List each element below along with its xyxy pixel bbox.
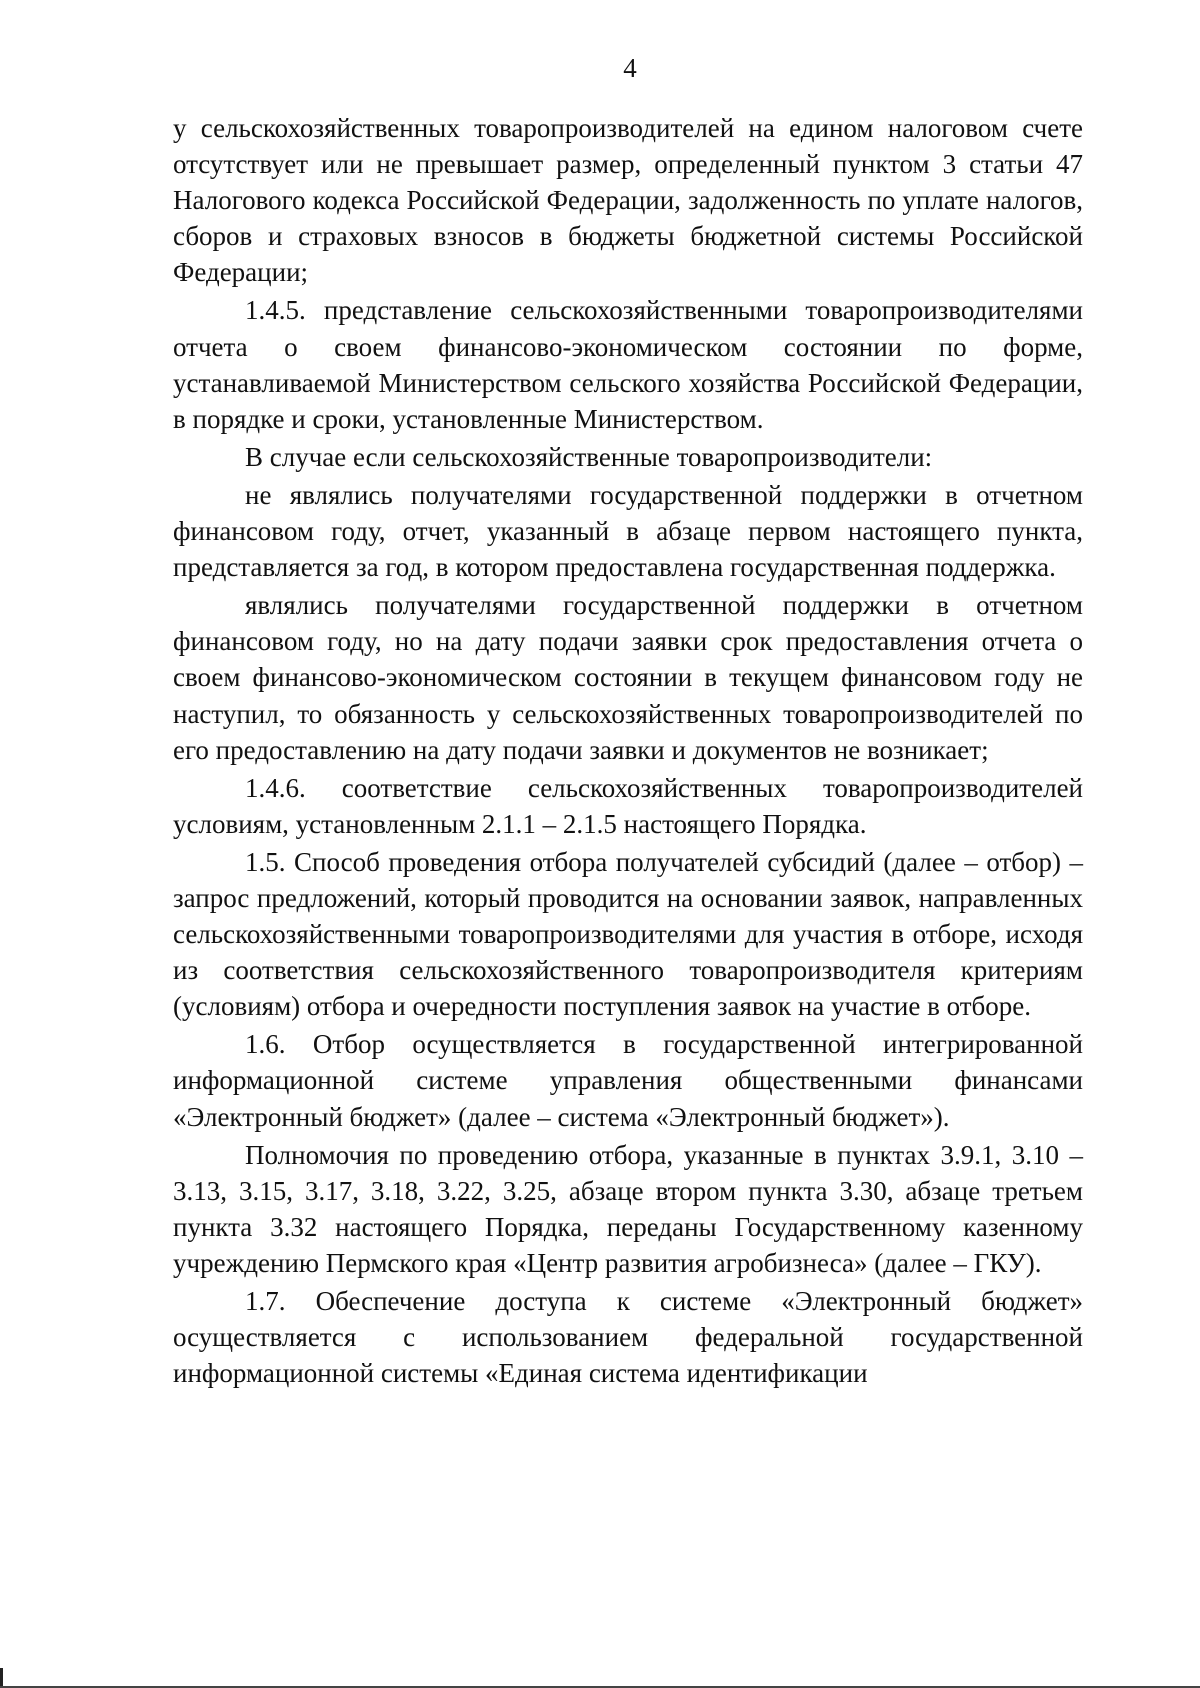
paragraph-1-4-5: 1.4.5. представление сельскохозяйственными товаропроизводителями отчета о своем финансово-экономическом состоянии по форме, устанавливаемой Министерством сельского хозяйства Российской Федерации, в порядке и сроки, установленные Министерством.	[173, 295, 1083, 434]
paragraph-1-6: 1.6. Отбор осуществляется в государственной интегрированной информационной системе управления общественными финансами «Электронный бюджет» (далее – система «Электронный бюджет»).	[173, 1029, 1083, 1132]
paragraph-case-intro: В случае если сельскохозяйственные товаропроизводители:	[245, 441, 933, 472]
paragraph-1-5: 1.5. Способ проведения отбора получателей субсидий (далее – отбор) – запрос предложений, который проводится на основании заявок, направленных сельскохозяйственными товаропроизводителями для участия в отборе, исходя из соответствия сельскохозяйственного товаропроизводителя критериям (условиям) отбора и очередности поступления заявок на участие в отборе.	[173, 846, 1083, 1022]
page-number: 4	[623, 53, 637, 83]
scan-edge-mark	[0, 1668, 3, 1688]
paragraph-debt-condition: у сельскохозяйственных товаропроизводителей на едином налоговом счете отсутствует или не превышает размер, определенный пунктом 3 статьи 47 Налогового кодекса Российской Федерации, задолженность по уплате налогов, сборов и страховых взносов в бюджеты бюджетной системы Российской Федерации;	[173, 113, 1083, 288]
paragraph-authority: Полномочия по проведению отбора, указанные в пунктах 3.9.1, 3.10 – 3.13, 3.15, 3.17, 3.18, 3.22, 3.25, абзаце втором пункта 3.30, абзаце третьем пункта 3.32 настоящего Порядка, переданы Государственному казенному учреждению Пермского края «Центр развития агробизнеса» (далее – ГКУ).	[173, 1139, 1083, 1278]
paragraph-1-4-6: 1.4.6. соответствие сельскохозяйственных товаропроизводителей условиям, установленным 2.1.1 – 2.1.5 настоящего Порядка.	[173, 772, 1083, 839]
paragraph-1-7: 1.7. Обеспечение доступа к системе «Электронный бюджет» осуществляется с использованием федеральной государственной информационной системы «Единая система идентификации	[173, 1286, 1083, 1389]
paragraph-not-recipients: не являлись получателями государственной поддержки в отчетном финансовом году, отчет, указанный в абзаце первом настоящего пункта, представляется за год, в котором предоставлена государственная поддержка.	[173, 479, 1083, 583]
paragraph-were-recipients: являлись получателями государственной поддержки в отчетном финансовом году, но на дату подачи заявки срок предоставления отчета о своем финансово-экономическом состоянии в текущем финансовом году не наступил, то обязанность у сельскохозяйственных товаропроизводителей по его предоставлению на дату подачи заявки и документов не возникает;	[173, 590, 1083, 765]
document-body	[173, 110, 1083, 1391]
